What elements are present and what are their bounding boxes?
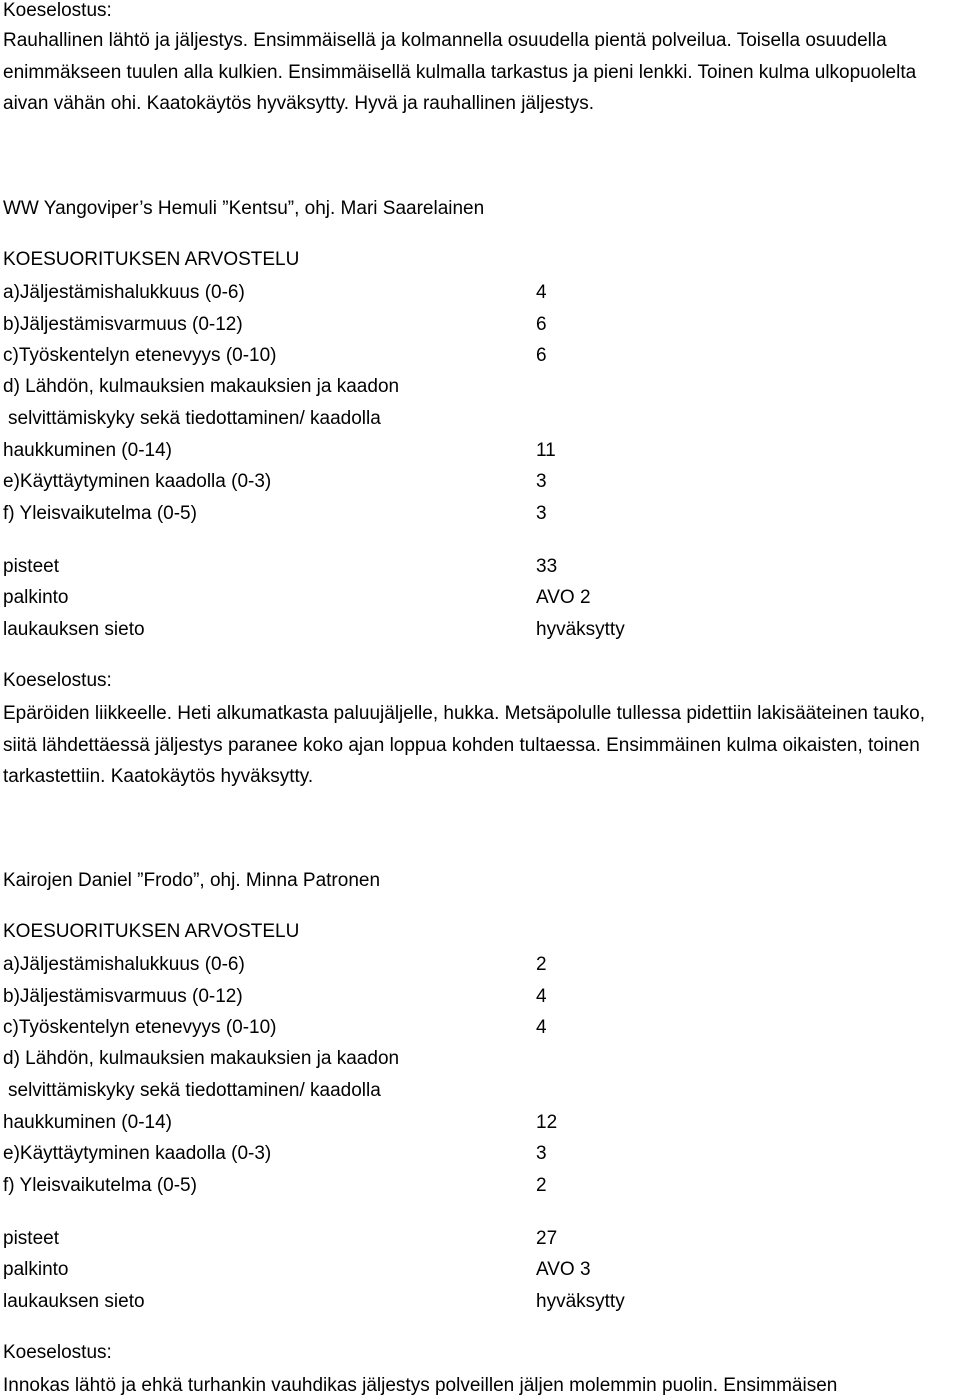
score-value-d: 11 xyxy=(536,440,556,461)
shot-tolerance-value: hyväksytty xyxy=(536,1291,625,1312)
prize-label: palkinto xyxy=(3,1259,69,1280)
shot-tolerance-value: hyväksytty xyxy=(536,619,625,640)
report-label: Koeselostus: xyxy=(3,0,112,21)
score-label-f: f) Yleisvaikutelma (0-5) xyxy=(3,1175,197,1196)
score-value-f: 3 xyxy=(536,503,547,524)
score-value-e: 3 xyxy=(536,471,547,492)
dog-handler-title: WW Yangoviper’s Hemuli ”Kentsu”, ohj. Mari Saarelainen xyxy=(3,198,485,219)
score-label-d-line1: d) Lähdön, kulmauksien makauksien ja kaadon xyxy=(3,1048,400,1069)
score-value-e: 3 xyxy=(536,1143,547,1164)
score-label-d-line2: selvittämiskyky sekä tiedottaminen/ kaadolla xyxy=(8,1080,381,1101)
report-label: Koeselostus: xyxy=(3,1342,112,1363)
score-value-c: 6 xyxy=(536,345,547,366)
prize-value: AVO 3 xyxy=(536,1259,591,1280)
dog-handler-title: Kairojen Daniel ”Frodo”, ohj. Minna Patronen xyxy=(3,870,381,891)
points-label: pisteet xyxy=(3,556,59,577)
evaluation-heading: KOESUORITUKSEN ARVOSTELU xyxy=(3,249,300,270)
score-label-b: b)Jäljestämisvarmuus (0-12) xyxy=(3,986,243,1007)
report-text: Rauhallinen lähtö ja jäljestys. Ensimmäisellä ja kolmannella osuudella pientä polveilua. Toisella osuudella enimmäkseen tuulen alla kulkien. Ensimmäisellä kulmalla tarkastus ja pieni lenkki. Toinen kulma ulkopuolelta aivan vähän ohi. Kaatokäytös hyväksytty. Hyvä ja rauhallinen jäljestys. xyxy=(3,30,917,114)
score-label-d-line2: selvittämiskyky sekä tiedottaminen/ kaadolla xyxy=(8,408,381,429)
points-value: 33 xyxy=(536,556,558,577)
points-value: 27 xyxy=(536,1228,558,1249)
score-label-a: a)Jäljestämishalukkuus (0-6) xyxy=(3,282,245,303)
evaluation-heading: KOESUORITUKSEN ARVOSTELU xyxy=(3,921,300,942)
score-value-d: 12 xyxy=(536,1112,558,1133)
score-label-c: c)Työskentelyn etenevyys (0-10) xyxy=(3,345,277,366)
score-label-e: e)Käyttäytyminen kaadolla (0-3) xyxy=(3,471,272,492)
score-label-f: f) Yleisvaikutelma (0-5) xyxy=(3,503,197,524)
prize-value: AVO 2 xyxy=(536,587,591,608)
report-label: Koeselostus: xyxy=(3,670,112,691)
points-label: pisteet xyxy=(3,1228,59,1249)
score-label-e: e)Käyttäytyminen kaadolla (0-3) xyxy=(3,1143,272,1164)
shot-tolerance-label: laukauksen sieto xyxy=(3,1291,145,1312)
score-label-d-line1: d) Lähdön, kulmauksien makauksien ja kaadon xyxy=(3,376,400,397)
report-text: Innokas lähtö ja ehkä turhankin vauhdikas jäljestys polveillen jäljen molemmin puolin. Ensimmäisen xyxy=(3,1375,838,1396)
report-text: Epäröiden liikkeelle. Heti alkumatkasta paluujäljelle, hukka. Metsäpolulle tullessa pidettiin lakisääteinen tauko, siitä lähdettäessä jäljestys paranee koko ajan loppua kohden tultaessa. Ensimmäinen kulma oikaisten, toinen tarkastettiin. Kaatokäytös hyväksytty. xyxy=(3,703,926,787)
score-value-b: 4 xyxy=(536,986,547,1007)
score-label-d-line3: haukkuminen (0-14) xyxy=(3,1112,172,1133)
score-value-b: 6 xyxy=(536,314,547,335)
score-value-c: 4 xyxy=(536,1017,547,1038)
shot-tolerance-label: laukauksen sieto xyxy=(3,619,145,640)
score-label-c: c)Työskentelyn etenevyys (0-10) xyxy=(3,1017,277,1038)
score-label-b: b)Jäljestämisvarmuus (0-12) xyxy=(3,314,243,335)
score-label-d-line3: haukkuminen (0-14) xyxy=(3,440,172,461)
score-label-a: a)Jäljestämishalukkuus (0-6) xyxy=(3,954,245,975)
score-value-f: 2 xyxy=(536,1175,547,1196)
score-value-a: 4 xyxy=(536,282,547,303)
score-value-a: 2 xyxy=(536,954,547,975)
prize-label: palkinto xyxy=(3,587,69,608)
